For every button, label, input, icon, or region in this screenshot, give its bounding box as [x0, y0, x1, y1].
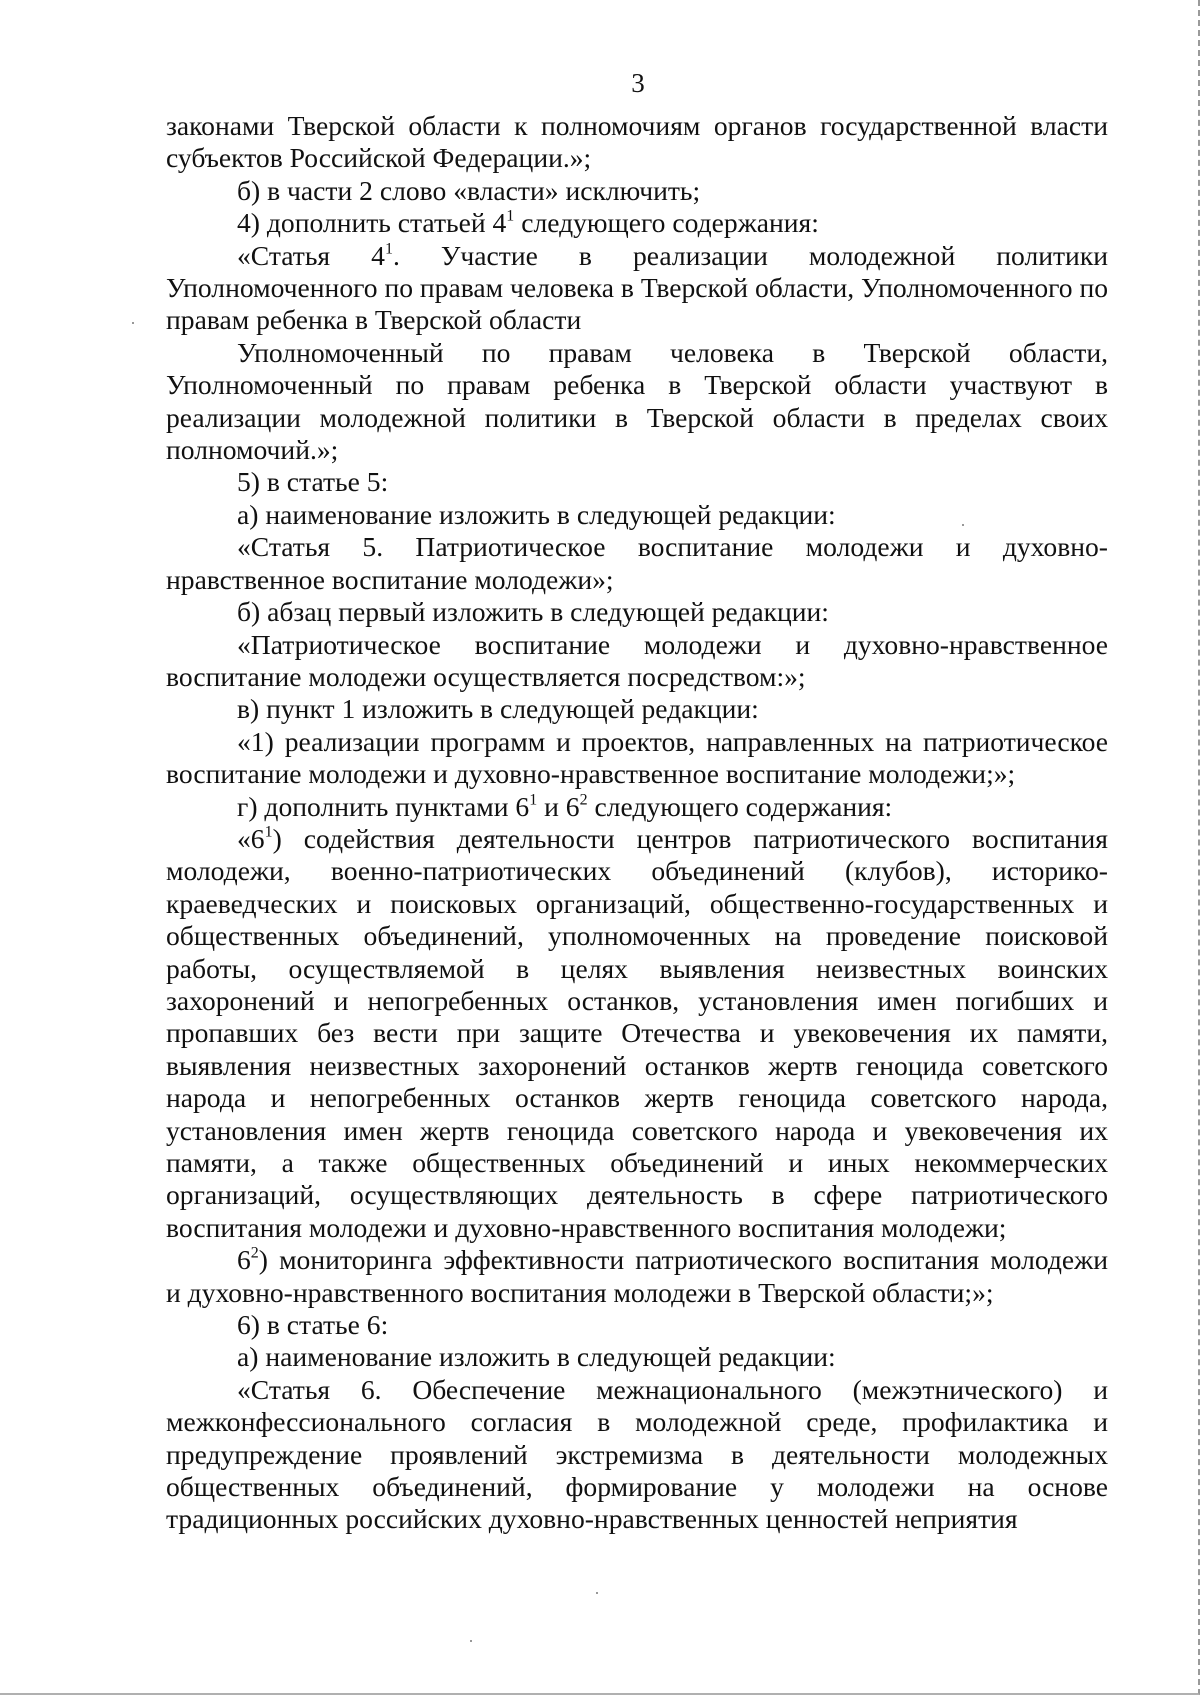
- paragraph: в) пункт 1 изложить в следующей редакции:: [237, 693, 759, 725]
- paragraph: «1) реализации программ и проектов, направленных на патриотическое воспитание молодежи и духовно-нравственное воспитание молодежи;»;: [166, 725, 1108, 790]
- paragraph: 6) в статье 6:: [237, 1309, 389, 1341]
- scan-speck: [962, 524, 964, 526]
- paragraph: а) наименование изложить в следующей редакции:: [237, 498, 836, 530]
- superscript: 1: [529, 791, 538, 809]
- scan-speck: [470, 1640, 472, 1642]
- paragraph: 5) в статье 5:: [237, 466, 389, 498]
- superscript: 2: [250, 1244, 259, 1262]
- paragraph: а) наименование изложить в следующей редакции:: [237, 1341, 836, 1373]
- paragraph: $6^2$) мониторинга эффективности патриотического воспитания молодежи и духовно-нравственного воспитания молодежи в Тверской области;»;: [166, 1244, 1108, 1308]
- article-heading: «Статья $4^1$. Участие в реализации молодежной политики Уполномоченного по правам человека в Тверской области, Уполномоченного по правам ребенка в Тверской области: [166, 239, 1109, 336]
- paragraph: б) абзац первый изложить в следующей редакции:: [237, 596, 829, 628]
- article-heading: «Статья 6. Обеспечение межнационального (межэтнического) и межконфессионального согласия в молодежной среде, профилактика и предупреждение проявлений экстремизма в деятельности молодежных общественных объединений, формирование у молодежи на основе традиционных российских духовно-нравственных ценностей неприятия: [166, 1373, 1108, 1535]
- paragraph: «$6^1$) содействия деятельности центров патриотического воспитания молодежи, военно-патриотических объединений (клубов), историко-краеведческих и поисковых организаций, общественно-государственных и общественных объединений, уполномоченных на проведение поисковой работы, осуществляемой в целях выявления неизвестных воинских захоронений и непогребенных останков, установления имен погибших и пропавших без вести при защите Отечества и увековечения их памяти, выявления неизвестных захоронений останков жертв геноцида советского народа и непогребенных останков жертв геноцида советского народа, установления имен жертв геноцида советского народа и увековечения их памяти, а также общественных объединений и иных некоммерческих организаций, осуществляющих деятельность в сфере патриотического воспитания молодежи и духовно-нравственного воспитания молодежи;: [166, 822, 1108, 1243]
- superscript: 2: [579, 791, 588, 809]
- paragraph: законами Тверской области к полномочиям органов государственной власти субъектов Российской Федерации.»;: [166, 110, 1108, 174]
- paragraph: б) в части 2 слово «власти» исключить;: [237, 174, 701, 206]
- paragraph: «Патриотическое воспитание молодежи и духовно-нравственное воспитание молодежи осуществляется посредством:»;: [166, 628, 1108, 692]
- document-body: [166, 110, 1108, 1536]
- paragraph: 4) дополнить статьей $4^1$ следующего содержания:: [237, 207, 819, 239]
- paragraph: г) дополнить пунктами $6^1$ и $6^2$ следующего содержания:: [237, 790, 893, 822]
- superscript: 1: [506, 207, 515, 225]
- scan-speck: [596, 1592, 598, 1594]
- superscript: 1: [384, 240, 393, 258]
- article-heading: «Статья 5. Патриотическое воспитание молодежи и духовно-нравственное воспитание молодежи»;: [166, 531, 1108, 595]
- scan-speck: [132, 322, 134, 324]
- page-number: 3: [631, 68, 645, 98]
- superscript: 1: [264, 823, 273, 841]
- paragraph: Уполномоченный по правам человека в Тверской области, Уполномоченный по правам ребенка в Тверской области участвуют в реализации молодежной политики в Тверской области в пределах своих полномочий.»;: [166, 336, 1108, 466]
